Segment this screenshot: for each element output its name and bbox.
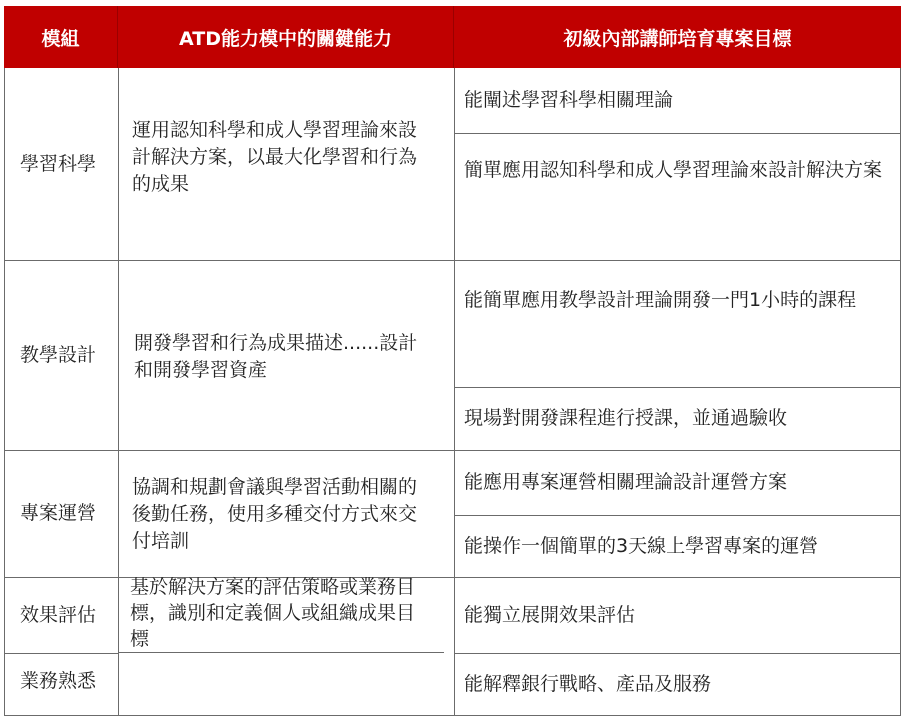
header-competency: ATD能力模中的關鍵能力 [118, 6, 454, 68]
module-cell: 專案運營 [20, 502, 97, 524]
competency-cell: 基於解決方案的評估策略或業務目標，識別和定義個人或組織成果目標 [130, 576, 416, 650]
module-cell: 學習科學 [20, 152, 97, 175]
goal-cell: 現場對開發課程進行授課，並通過驗收 [464, 407, 788, 429]
competency-cell [118, 653, 454, 715]
header-module: 模組 [4, 6, 118, 68]
competency-cell: 運用認知科學和成人學習理論來設計解決方案，以最大化學習和行為的成果 [132, 119, 418, 195]
border-bottom [4, 715, 901, 716]
row-sep [4, 260, 901, 261]
module-cell: 效果評估 [20, 603, 97, 626]
competency-cell: 開發學習和行為成果描述......設計和開發學習資產 [134, 332, 418, 381]
module-cell: 教學設計 [20, 343, 97, 366]
goal-cell: 能解釋銀行戰略、產品及服務 [464, 672, 712, 695]
competency-cell: 協調和規劃會議與學習活動相關的後勤任務，使用多種交付方式來交付培訓 [132, 476, 418, 552]
goal-cell: 能闡述學習科學相關理論 [464, 89, 674, 111]
goal-sep [454, 133, 901, 134]
goal-cell: 能操作一個簡單的3天線上學習專案的運營 [464, 534, 819, 557]
goal-cell: 能獨立展開效果評估 [464, 603, 636, 626]
module-cell: 業務熟悉 [20, 669, 97, 692]
header-goal: 初級內部講師培育專案目標 [454, 6, 901, 68]
goal-cell: 能簡單應用教學設計理論開發一門1小時的課程 [464, 289, 857, 311]
goal-cell: 簡單應用認知科學和成人學習理論來設計解決方案 [464, 159, 883, 181]
goal-cell: 能應用專案運營相關理論設計運營方案 [464, 471, 788, 493]
